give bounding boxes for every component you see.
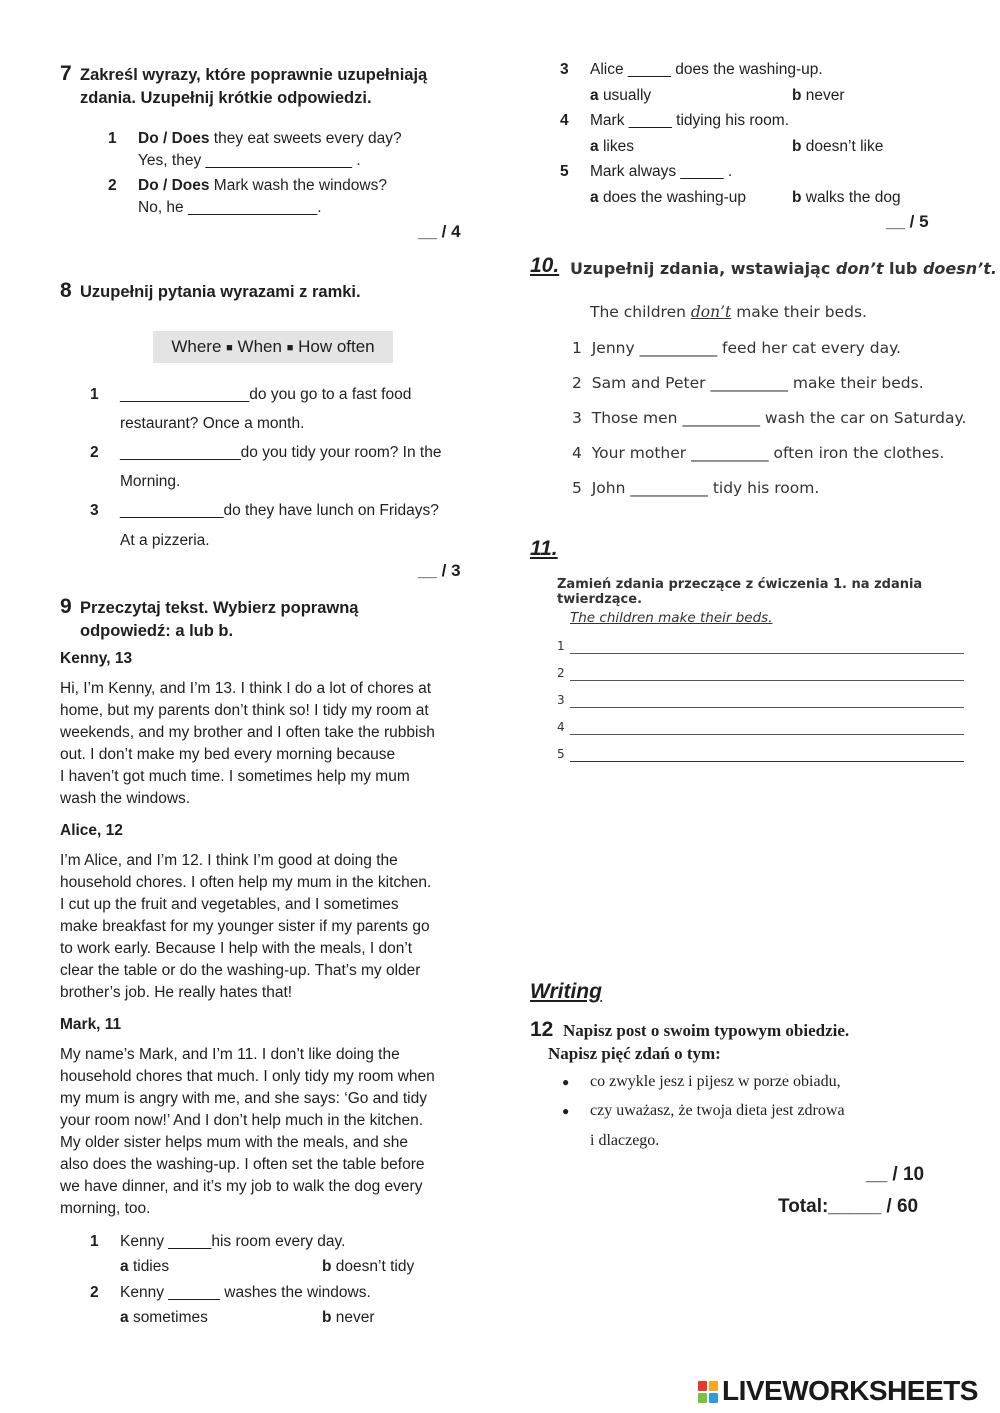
ex9-score: __ / 5 (886, 212, 929, 231)
item-rest: feed her cat every day. (722, 339, 901, 357)
text-line: wash the windows. (60, 790, 191, 807)
text-line: my mum is angry with me, and she says: ‘Go and tidy (60, 1090, 427, 1107)
ex8-title: Uzupełnij pytania wyrazami z ramki. (80, 283, 361, 301)
text-line: household chores that much. I only tidy my room when (60, 1068, 435, 1085)
ex10-item-2[interactable] (572, 374, 924, 392)
item-rest: make their beds. (792, 374, 924, 392)
option-text: doesn’t tidy (335, 1258, 415, 1275)
item-number: 5 (572, 479, 582, 497)
liveworksheets-logo-icon (697, 1380, 719, 1404)
ex12-bullet-2: czy uważasz, że twoja dieta jest zdrowa (590, 1102, 845, 1119)
ex7-score: __ / 4 (418, 222, 461, 241)
ex7-item-2 (108, 175, 117, 197)
ex7-title-line2: zdania. Uzupełnij krótkie odpowiedzi. (80, 89, 372, 107)
ex9-q3-option-b[interactable] (792, 85, 845, 107)
ex10-title-mid: lub (883, 259, 923, 278)
answer-line-4[interactable] (570, 734, 964, 735)
ex7-item-rest: Mark wash the windows? (209, 177, 387, 194)
ex11-example: The children make their beds. (570, 610, 773, 626)
ex9-q2-option-b[interactable] (322, 1307, 375, 1329)
ex10-item-1[interactable] (572, 339, 901, 357)
item-number: 2 (572, 374, 582, 392)
bullet-icon: ● (562, 1075, 570, 1089)
line-number: 3 (557, 693, 565, 707)
text-line: clear the table or do the washing-up. That’s my older (60, 962, 421, 979)
ex9-title-line1: Przeczytaj tekst. Wybierz poprawną (80, 599, 359, 617)
text-line: home, but my parents don’t think so! I tidy my room at (60, 702, 429, 719)
ex10-number: 10. (530, 254, 560, 277)
ex9-q3-option-a[interactable] (590, 85, 651, 107)
text-line: household chores. I often help my mum in the kitchen. (60, 874, 432, 891)
item-blank[interactable]: __________ (682, 409, 760, 427)
word-box (153, 331, 393, 363)
ex7-item-rest: they eat sweets every day? (209, 130, 402, 147)
ex9-q-number: 4 (560, 112, 569, 129)
text-line: My older sister helps mum with the meals, and she (60, 1134, 409, 1151)
option-text: likes (602, 138, 634, 155)
ex8-item-1-line2: restaurant? Once a month. (120, 415, 305, 432)
item-blank[interactable]: __________ (710, 374, 788, 392)
ex7-number: 7 (60, 62, 72, 85)
ex10-title-doesnt: doesn’t. (922, 259, 997, 278)
example-word: don’t (690, 303, 732, 321)
option-letter: a (120, 1258, 129, 1275)
ex10-item-5[interactable] (572, 479, 819, 497)
word-when: When (237, 337, 282, 356)
text-line: I’m Alice, and I’m 12. I think I’m good at doing the (60, 852, 398, 869)
kenny-name: Kenny, 13 (60, 650, 133, 667)
text-line: Hi, I’m Kenny, and I’m 13. I think I do a lot of chores at (60, 680, 432, 697)
text-line: My name’s Mark, and I’m 11. I don’t like doing the (60, 1046, 400, 1063)
example-pre: The children (590, 303, 691, 321)
answer-line-1[interactable] (570, 653, 964, 654)
ex9-q-number: 2 (90, 1284, 99, 1301)
text-line: make breakfast for my younger sister if my parents go (60, 918, 430, 935)
ex11-title: Zamień zdania przeczące z ćwiczenia 1. na zdania twierdzące. (557, 577, 923, 607)
ex10-title-pre: Uzupełnij zdania, wstawiając (570, 259, 836, 278)
option-letter: a (590, 189, 599, 206)
ex8-score: __ / 3 (418, 561, 461, 580)
ex7-item-choice[interactable]: Do / Does (138, 130, 210, 147)
kenny-text (60, 678, 435, 810)
option-text: tidies (132, 1258, 170, 1275)
item-number: 1 (572, 339, 582, 357)
option-letter: b (792, 87, 802, 104)
text-line: to work early. Because I help with the meals, I don’t (60, 940, 413, 957)
line-number: 1 (557, 639, 565, 653)
ex11-number: 11. (530, 537, 558, 560)
square-bullet-icon: ■ (226, 342, 233, 354)
mark-name: Mark, 11 (60, 1016, 122, 1033)
bullet-icon: ● (562, 1104, 570, 1118)
text-line: also does the washing-up. I often set the table before (60, 1156, 425, 1173)
item-blank[interactable]: __________ (691, 444, 769, 462)
ex12-bullet-2-cont: i dlaczego. (590, 1132, 660, 1149)
word-where: Where (171, 337, 222, 356)
alice-text (60, 850, 431, 1004)
option-text: does the washing-up (602, 189, 746, 206)
ex9-number: 9 (60, 595, 72, 618)
ex9-q5-option-a[interactable] (590, 187, 746, 209)
text-line: I haven’t got much time. I sometimes help my mum (60, 768, 410, 785)
option-letter: b (792, 189, 802, 206)
square-bullet-icon: ■ (286, 342, 294, 354)
ex7-title-line1: Zakreśl wyrazy, które poprawnie uzupełniają (80, 66, 428, 84)
mark-text (60, 1044, 435, 1220)
ex8-item-2-line2: Morning. (120, 473, 181, 490)
ex12-score: __ / 10 (866, 1164, 925, 1185)
text-line: out. I don’t make my bed every morning because (60, 746, 396, 763)
ex8-number: 8 (60, 279, 72, 302)
ex10-title-dont: don’t (835, 259, 884, 278)
ex7-item-choice[interactable]: Do / Does (138, 177, 210, 194)
ex8-item-3-line2: At a pizzeria. (120, 532, 210, 549)
ex9-q4-option-a[interactable] (590, 136, 634, 158)
ex7-item-1-answer[interactable]: Yes, they _________________ . (138, 152, 361, 169)
ex12-title-line1: Napisz post o swoim typowym obiedzie. (563, 1021, 850, 1040)
option-text: doesn’t like (805, 138, 884, 155)
option-text: walks the dog (805, 189, 901, 206)
item-subject: John (591, 479, 626, 497)
ex8-item-1-line1[interactable]: _______________do you go to a fast food (120, 386, 412, 403)
item-subject: Sam and Peter (591, 374, 706, 392)
word-how-often: How often (298, 337, 375, 356)
ex9-q1-option-a[interactable] (120, 1256, 169, 1278)
ex12-title-line2: Napisz pięć zdań o tym: (548, 1044, 721, 1063)
ex10-item-4[interactable] (572, 444, 944, 462)
line-number: 4 (557, 720, 565, 734)
ex9-q3: Alice _____ does the washing-up. (590, 61, 823, 78)
ex7-item-2-answer[interactable]: No, he _______________. (138, 199, 322, 216)
item-number: 3 (572, 409, 582, 427)
ex10-example (590, 303, 867, 321)
answer-line-2[interactable] (570, 680, 964, 681)
ex10-item-3[interactable] (572, 409, 966, 427)
text-line: we have dinner, and it’s my job to walk the dog every (60, 1178, 423, 1195)
answer-line-3[interactable] (570, 707, 964, 708)
option-letter: a (590, 138, 599, 155)
option-letter: b (792, 138, 802, 155)
option-letter: a (120, 1309, 129, 1326)
example-post: make their beds. (731, 303, 867, 321)
total-score: Total:_____ / 60 (778, 1196, 919, 1217)
option-letter: a (590, 87, 599, 104)
option-text: never (335, 1309, 375, 1326)
line-number: 2 (557, 666, 565, 680)
answer-line-5[interactable] (570, 761, 964, 762)
ex9-q5: Mark always _____ . (590, 163, 733, 180)
item-number: 4 (572, 444, 582, 462)
ex9-q4-option-b[interactable] (792, 136, 883, 158)
ex9-q2: Kenny ______ washes the windows. (120, 1284, 371, 1301)
ex9-title-line2: odpowiedź: a lub b. (80, 622, 234, 640)
item-subject: Your mother (591, 444, 687, 462)
option-text: usually (602, 87, 652, 104)
liveworksheets-logo-text: LIVEWORKSHEETS (722, 1375, 978, 1406)
text-line: weekends, and my brother and I often take the rubbish (60, 724, 435, 741)
ex8-item-number: 3 (90, 502, 99, 519)
ex7-item-number: 2 (108, 177, 117, 194)
ex8-item-2-line1[interactable]: ______________do you tidy your room? In the (120, 444, 442, 461)
writing-heading: Writing (530, 980, 602, 1003)
ex9-q1-option-b[interactable] (322, 1256, 414, 1278)
ex12-bullet-1: co zwykle jesz i pijesz w porze obiadu, (590, 1073, 841, 1090)
option-text: never (805, 87, 845, 104)
ex9-q5-option-b[interactable] (792, 187, 901, 209)
item-blank[interactable]: __________ (639, 339, 718, 357)
ex9-q-number: 3 (560, 61, 569, 78)
ex8-item-number: 2 (90, 444, 99, 461)
ex8-item-3-line1[interactable]: ____________do they have lunch on Fridays? (120, 502, 439, 519)
item-subject: Jenny (591, 339, 635, 357)
text-line: I cut up the fruit and vegetables, and I sometimes (60, 896, 399, 913)
line-number: 5 (557, 747, 565, 761)
item-rest: wash the car on Saturday. (764, 409, 967, 427)
ex7-item-1-question[interactable] (138, 128, 402, 150)
ex8-item-number: 1 (90, 386, 99, 403)
item-rest: tidy his room. (712, 479, 820, 497)
text-line: your room now!’ And I don’t help much in the kitchen. (60, 1112, 424, 1129)
ex9-q1: Kenny _____his room every day. (120, 1233, 346, 1250)
item-subject: Those men (591, 409, 678, 427)
ex10-title (570, 259, 997, 278)
ex9-q-number: 5 (560, 163, 569, 180)
ex7-item-2-question[interactable] (138, 175, 387, 197)
item-blank[interactable]: __________ (630, 479, 708, 497)
ex9-q4: Mark _____ tidying his room. (590, 112, 790, 129)
ex9-q2-option-a[interactable] (120, 1307, 208, 1329)
text-line: morning, too. (60, 1200, 151, 1217)
text-line: brother’s job. He really hates that! (60, 984, 293, 1001)
option-letter: b (322, 1258, 332, 1275)
option-letter: b (322, 1309, 332, 1326)
ex7-item-number: 1 (108, 130, 117, 147)
ex7-item-1 (108, 128, 117, 150)
option-text: sometimes (132, 1309, 208, 1326)
alice-name: Alice, 12 (60, 822, 123, 839)
item-rest: often iron the clothes. (773, 444, 945, 462)
ex12-number: 12 (530, 1018, 554, 1041)
ex9-q-number: 1 (90, 1233, 99, 1250)
